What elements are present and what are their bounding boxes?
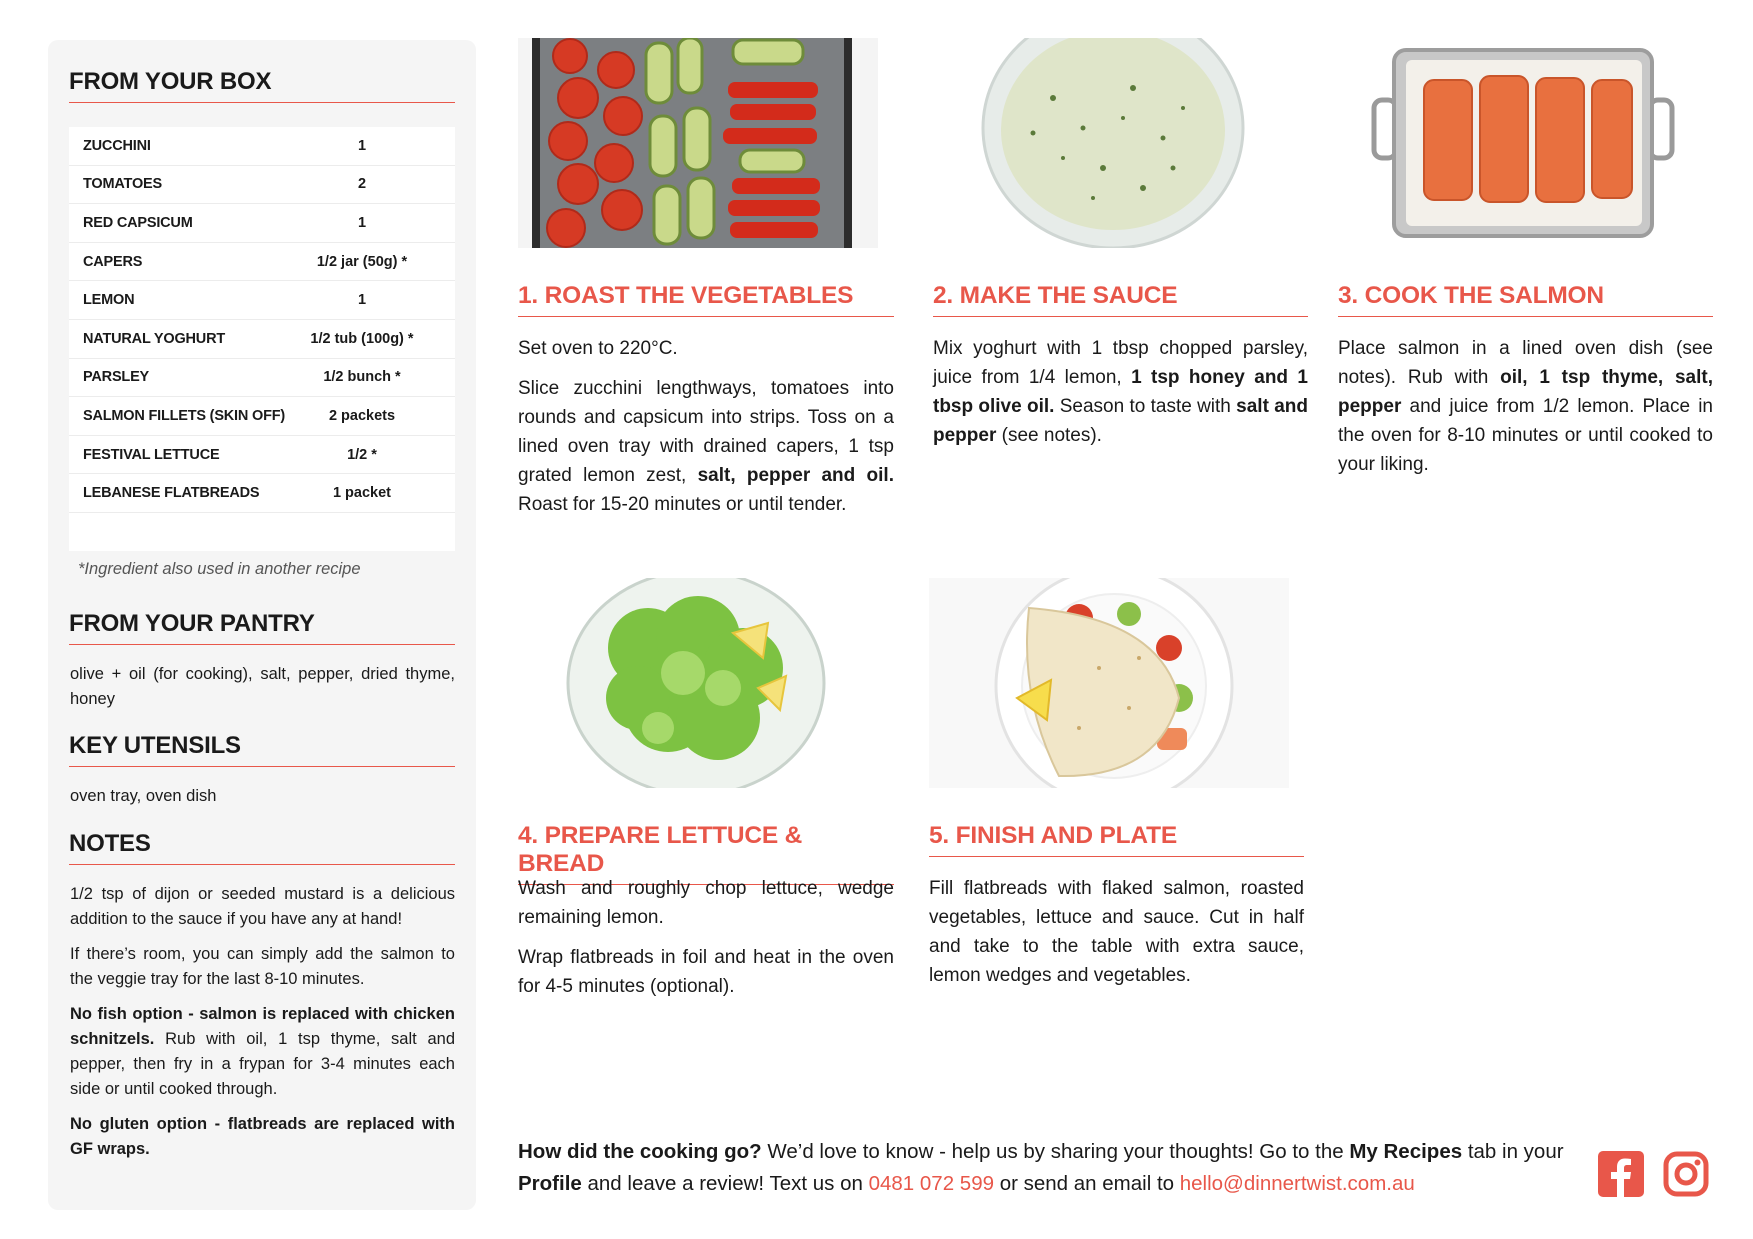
ingredient-name: RED CAPSICUM	[83, 214, 193, 231]
step-4-title: 4. PREPARE LETTUCE & BREAD	[518, 822, 894, 885]
table-row	[69, 281, 455, 320]
step-2-body	[933, 334, 1308, 461]
ingredient-name: CAPERS	[83, 253, 143, 270]
box-footnote: *Ingredient also used in another recipe	[78, 560, 361, 578]
table-row	[69, 359, 455, 398]
flatbread-plate-image	[929, 578, 1289, 788]
step-5-title: 5. FINISH AND PLATE	[929, 822, 1304, 857]
step-3-body	[1338, 334, 1713, 490]
pantry-text	[70, 662, 455, 722]
step-3-text-a: Place salmon in a lined oven dish (see notes). Rub with	[1338, 338, 1713, 388]
utensils-list: oven tray, oven dish	[70, 787, 217, 805]
ingredient-name: FESTIVAL LETTUCE	[83, 446, 220, 463]
step-2-text-c: Season to taste with	[1054, 396, 1237, 417]
ingredient-qty: 1	[357, 292, 367, 309]
note-2: If there’s room, you can simply add the salmon to the veggie tray for the last 8-10 minutes.	[70, 945, 455, 988]
ingredient-name: LEBANESE FLATBREADS	[83, 485, 260, 502]
feedback-text-3: and leave a review! Text us on	[581, 1172, 869, 1195]
ingredient-qty: 1 packet	[332, 485, 392, 502]
step-1-body	[518, 334, 894, 530]
step-2-text-e: (see notes).	[996, 425, 1102, 446]
note-4-bold: No gluten option - flatbreads are replaced with GF wraps.	[70, 1115, 455, 1158]
table-row	[69, 474, 455, 513]
roasted-vegetables-image	[518, 38, 878, 248]
ingredient-qty: 1/2 bunch *	[323, 369, 401, 386]
ingredient-qty: 1/2 jar (50g) *	[316, 253, 408, 270]
feedback-text-4: or send an email to	[994, 1172, 1180, 1195]
ingredients-sidebar	[48, 40, 476, 1210]
ingredient-qty: 1/2 tub (100g) *	[310, 330, 414, 347]
step-3-text-b: oil, 1 tsp thyme, salt, pepper	[1338, 367, 1713, 417]
step-2-para	[933, 334, 1308, 450]
table-row	[69, 397, 455, 436]
feedback-text-1: We’d love to know - help us by sharing your thoughts! Go to the	[761, 1140, 1350, 1163]
ingredient-name: PARSLEY	[83, 369, 150, 386]
step-4-body	[518, 874, 894, 1012]
step-5-para: Fill flatbreads with flaked salmon, roasted vegetables, lettuce and sauce. Cut in half and take to the table with extra sauce, lemon wedges and vegetables.	[929, 878, 1304, 986]
ingredient-qty: 2	[357, 176, 367, 193]
lettuce-bowl-image	[518, 578, 878, 788]
step-2-text-d: salt and pepper	[933, 396, 1308, 446]
ingredient-name: TOMATOES	[83, 176, 162, 193]
step-1-para-1: Set oven to 220°C.	[518, 338, 678, 359]
note-3-bold: No fish option - salmon is replaced with chicken schnitzels.	[70, 1005, 455, 1048]
table-row	[69, 436, 455, 475]
step-1-title: 1. ROAST THE VEGETABLES	[518, 282, 894, 317]
step-2-title: 2. MAKE THE SAUCE	[933, 282, 1308, 317]
phone-link[interactable]: 0481 072 599	[868, 1172, 994, 1195]
step-1-text-a: Slice zucchini lengthways, tomatoes into rounds and capsicum into strips. Toss on a lined oven tray with drained capers, 1 tsp grated lemon zest,	[518, 378, 894, 486]
table-row	[69, 204, 455, 243]
notes-heading: NOTES	[69, 830, 455, 865]
table-row	[69, 320, 455, 359]
step-3-title: 3. COOK THE SALMON	[1338, 282, 1713, 317]
ingredient-name: NATURAL YOGHURT	[83, 330, 226, 347]
facebook-icon[interactable]	[1598, 1151, 1644, 1197]
step-1-text-b: salt, pepper and oil.	[697, 465, 894, 486]
ingredient-name: ZUCCHINI	[83, 137, 151, 154]
step-4-para-2: Wrap flatbreads in foil and heat in the oven for 4-5 minutes (optional).	[518, 947, 894, 997]
step-5-body	[929, 874, 1304, 1001]
pantry-heading: FROM YOUR PANTRY	[69, 610, 455, 645]
note-3-rest: Rub with oil, 1 tsp thyme, salt and pepper, then fry in a frypan for 3-4 minutes each side or until cooked through.	[70, 1030, 455, 1098]
ingredient-name: SALMON FILLETS (SKIN OFF)	[83, 407, 286, 424]
step-4-para-1: Wash and roughly chop lettuce, wedge remaining lemon.	[518, 878, 894, 928]
my-recipes-label: My Recipes	[1349, 1140, 1463, 1163]
table-row	[69, 127, 455, 166]
feedback-text	[518, 1136, 1578, 1200]
step-2-text-b: 1 tsp honey and 1 tbsp olive oil.	[933, 367, 1308, 417]
step-2-text-a: Mix yoghurt with 1 tbsp chopped parsley, juice from 1/4 lemon,	[933, 338, 1308, 388]
table-row	[69, 166, 455, 205]
notes-text	[70, 882, 455, 1172]
box-ingredients-table	[69, 127, 455, 551]
salmon-dish-image	[1338, 38, 1708, 248]
step-3-text-c: and juice from 1/2 lemon. Place in the oven for 8-10 minutes or until cooked to your liking.	[1338, 396, 1713, 475]
instagram-icon[interactable]	[1663, 1151, 1709, 1197]
profile-label: Profile	[518, 1172, 582, 1195]
yoghurt-sauce-image	[933, 38, 1293, 248]
note-3	[70, 1002, 455, 1102]
step-3-para	[1338, 334, 1713, 479]
pantry-list: olive + oil (for cooking), salt, pepper, dried thyme, honey	[70, 665, 455, 708]
ingredient-name: LEMON	[83, 292, 135, 309]
step-1-text-c: Roast for 15-20 minutes or until tender.	[518, 494, 847, 515]
step-1-para-2	[518, 374, 894, 519]
utensils-text	[70, 784, 455, 819]
feedback-text-2: tab in your	[1462, 1140, 1564, 1163]
box-heading: FROM YOUR BOX	[69, 68, 455, 103]
ingredient-qty: 1/2 *	[347, 446, 377, 463]
note-1: 1/2 tsp of dijon or seeded mustard is a delicious addition to the sauce if you have any at hand!	[70, 885, 455, 928]
note-4	[70, 1112, 455, 1162]
feedback-question: How did the cooking go?	[518, 1140, 762, 1163]
ingredient-qty: 1	[357, 137, 367, 154]
ingredient-qty: 1	[357, 214, 367, 231]
utensils-heading: KEY UTENSILS	[69, 732, 455, 767]
table-row	[69, 243, 455, 282]
email-link[interactable]: hello@dinnertwist.com.au	[1179, 1172, 1415, 1195]
ingredient-qty: 2 packets	[328, 407, 396, 424]
